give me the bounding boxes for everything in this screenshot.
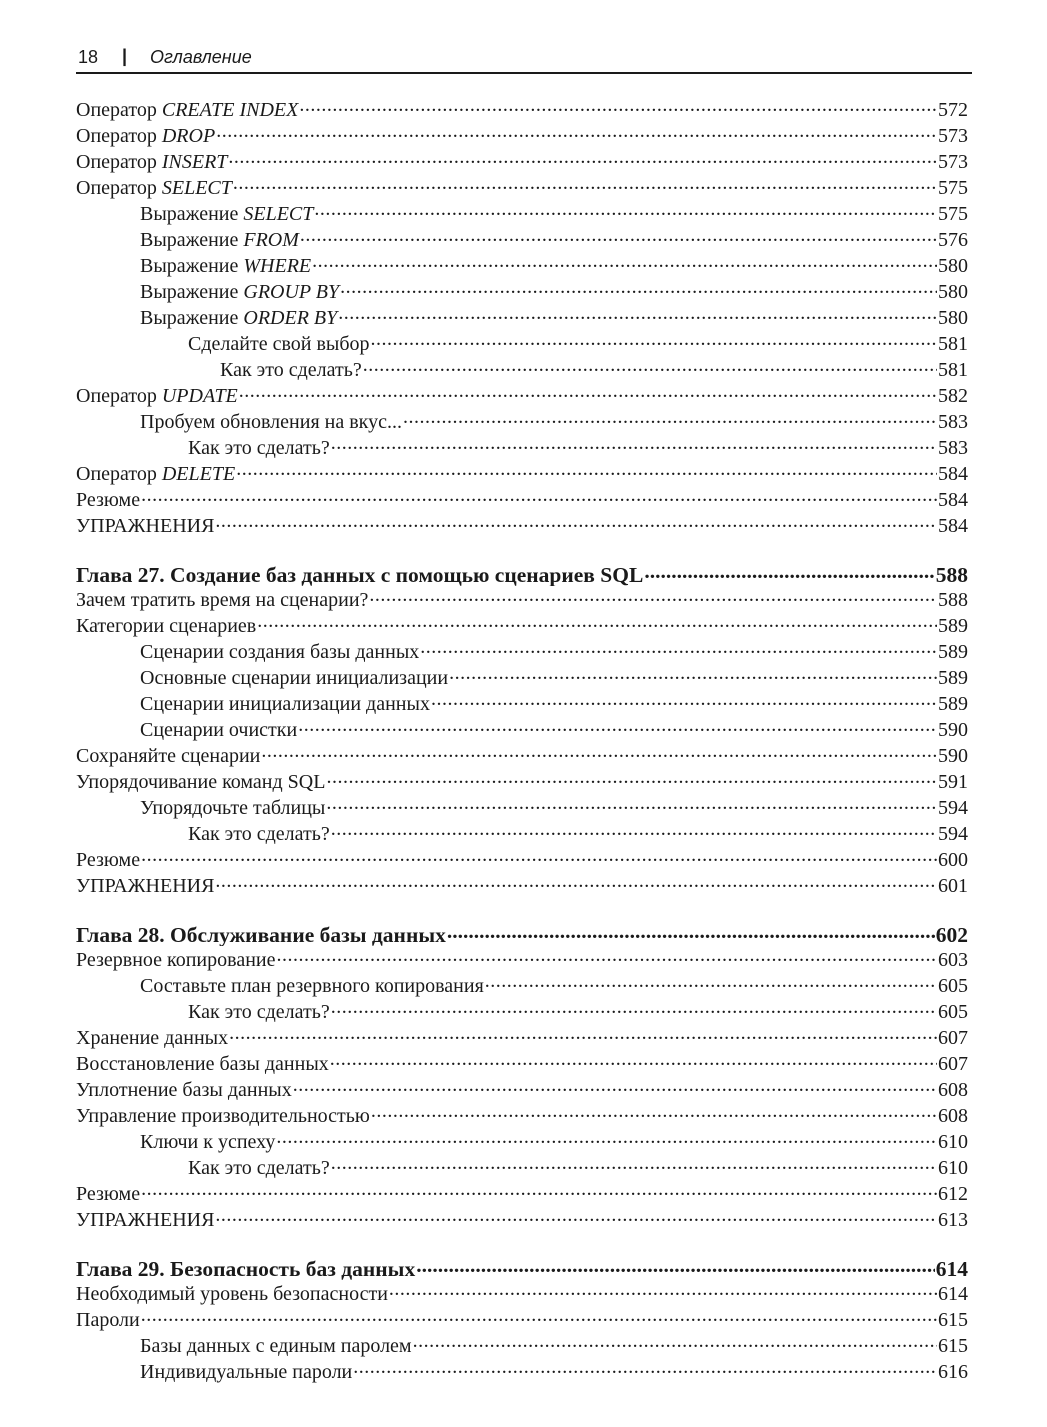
toc-entry-page: 613 xyxy=(938,1209,968,1231)
toc-entry[interactable] xyxy=(76,1332,968,1358)
toc-entry-label: Сделайте свой выбор xyxy=(188,333,370,355)
toc-entry-label: Как это сделать? xyxy=(220,359,362,381)
toc-entry[interactable] xyxy=(76,460,968,486)
toc-entry-label: Выражение ORDER BY xyxy=(140,307,338,329)
toc-entry-page: 610 xyxy=(938,1157,968,1179)
chapter-page: 614 xyxy=(935,1256,968,1280)
toc-entry[interactable] xyxy=(76,356,968,382)
dot-leader xyxy=(389,1280,937,1300)
toc-entry-page: 573 xyxy=(938,151,968,173)
toc-entry-label: УПРАЖНЕНИЯ xyxy=(76,515,215,537)
dot-leader xyxy=(371,1102,937,1122)
dot-leader xyxy=(299,96,937,116)
toc-entry[interactable] xyxy=(76,96,968,122)
toc-entry-page: 576 xyxy=(938,229,968,251)
dot-leader xyxy=(353,1358,937,1378)
toc-entry-label: Индивидуальные пароли xyxy=(140,1361,353,1383)
dot-leader xyxy=(312,252,937,272)
toc-entry[interactable] xyxy=(76,1102,968,1128)
toc-entry-page: 581 xyxy=(938,359,968,381)
toc-entry[interactable] xyxy=(76,586,968,612)
dot-leader xyxy=(228,148,937,168)
toc-entry-label: Базы данных с единым паролем xyxy=(140,1335,412,1357)
toc-entry-page: 575 xyxy=(938,177,968,199)
toc-entry[interactable] xyxy=(76,972,968,998)
toc-chapter-28[interactable] xyxy=(76,920,968,946)
dot-leader xyxy=(276,1128,937,1148)
toc-entry[interactable] xyxy=(76,226,968,252)
dot-leader xyxy=(141,1180,937,1200)
toc-entry-label: Пароли xyxy=(76,1309,140,1331)
toc-entry-label: Оператор DROP xyxy=(76,125,216,147)
toc-entry-page: 580 xyxy=(938,255,968,277)
dot-leader xyxy=(431,690,937,710)
dot-leader xyxy=(369,586,937,606)
dot-leader xyxy=(233,174,937,194)
toc-entry-label: Необходимый уровень безопасности xyxy=(76,1283,388,1305)
toc-entry-page: 594 xyxy=(938,797,968,819)
chapter-title: Глава 28. Обслуживание базы данных xyxy=(76,922,446,946)
toc-entry-page: 608 xyxy=(938,1079,968,1101)
toc-entry[interactable] xyxy=(76,612,968,638)
running-title: Оглавление xyxy=(150,47,252,67)
dot-leader xyxy=(330,1050,937,1070)
toc-entry-page: 615 xyxy=(938,1309,968,1331)
toc-entry-label: Выражение GROUP BY xyxy=(140,281,340,303)
toc-entry-label: Резюме xyxy=(76,489,141,511)
toc-entry-page: 607 xyxy=(938,1053,968,1075)
toc-entry[interactable] xyxy=(76,846,968,872)
toc-entry[interactable] xyxy=(76,408,968,434)
dot-leader xyxy=(449,664,937,684)
toc-entry-label: Оператор INSERT xyxy=(76,151,228,173)
dot-leader xyxy=(215,1206,937,1226)
toc-entry-page: 583 xyxy=(938,437,968,459)
toc-entry-page: 590 xyxy=(938,745,968,767)
toc-entry-page: 591 xyxy=(938,771,968,793)
toc-entry[interactable] xyxy=(76,1306,968,1332)
toc-entry[interactable] xyxy=(76,122,968,148)
dot-leader xyxy=(298,716,937,736)
toc-entry[interactable] xyxy=(76,174,968,200)
dot-leader xyxy=(363,356,937,376)
header-separator: | xyxy=(122,46,128,66)
toc-entry-page: 572 xyxy=(938,99,968,121)
toc-entry[interactable] xyxy=(76,638,968,664)
toc-entry-label: Составьте план резервного копирования xyxy=(140,975,484,997)
toc-entry-label: Категории сценариев xyxy=(76,615,257,637)
toc-entry-page: 589 xyxy=(938,615,968,637)
dot-leader xyxy=(215,512,937,532)
toc-entry-page: 588 xyxy=(938,589,968,611)
toc-entry-label: Оператор UPDATE xyxy=(76,385,238,407)
toc-entry[interactable] xyxy=(76,1050,968,1076)
toc-entry[interactable] xyxy=(76,1206,968,1232)
toc-entry[interactable] xyxy=(76,382,968,408)
toc-entry[interactable] xyxy=(76,1280,968,1306)
dot-leader xyxy=(276,946,937,966)
toc-entry-label: Резюме xyxy=(76,849,141,871)
toc-entry[interactable] xyxy=(76,304,968,330)
toc-entry-label: Основные сценарии инициализации xyxy=(140,667,449,689)
toc-entry-label: Выражение SELECT xyxy=(140,203,314,225)
dot-leader xyxy=(371,330,937,350)
toc-entry-label: УПРАЖНЕНИЯ xyxy=(76,1209,215,1231)
page-header xyxy=(76,44,972,74)
toc-entry-page: 612 xyxy=(938,1183,968,1205)
toc-entry-page: 575 xyxy=(938,203,968,225)
dot-leader xyxy=(331,1154,937,1174)
toc-entry-label: Как это сделать? xyxy=(188,823,330,845)
toc-entry-page: 616 xyxy=(938,1361,968,1383)
toc-entry[interactable] xyxy=(76,1180,968,1206)
toc-entry[interactable] xyxy=(76,1024,968,1050)
dot-leader xyxy=(236,460,937,480)
toc-entry-page: 581 xyxy=(938,333,968,355)
dot-leader xyxy=(420,638,937,658)
toc-entry[interactable] xyxy=(76,434,968,460)
toc-entry[interactable] xyxy=(76,278,968,304)
toc-entry-label: Пробуем обновления на вкус... xyxy=(140,411,402,433)
toc-entry-label: Как это сделать? xyxy=(188,1001,330,1023)
toc-entry-page: 589 xyxy=(938,641,968,663)
toc-entry-page: 594 xyxy=(938,823,968,845)
toc-entry[interactable] xyxy=(76,742,968,768)
dot-leader xyxy=(314,200,937,220)
toc-entry-label: Как это сделать? xyxy=(188,437,330,459)
toc-entry-label: Резюме xyxy=(76,1183,141,1205)
toc-entry-label: Зачем тратить время на сценарии? xyxy=(76,589,369,611)
dot-leader xyxy=(141,486,937,506)
toc-entry[interactable] xyxy=(76,946,968,972)
toc-entry[interactable] xyxy=(76,872,968,898)
dot-leader xyxy=(413,1332,937,1352)
dot-leader xyxy=(403,408,937,428)
chapter-title: Глава 29. Безопасность баз данных xyxy=(76,1256,416,1280)
dot-leader xyxy=(141,1306,937,1326)
toc-entry-label: Оператор CREATE INDEX xyxy=(76,99,299,121)
dot-leader xyxy=(416,1254,935,1276)
dot-leader xyxy=(261,742,937,762)
toc-entry-label: Выражение FROM xyxy=(140,229,299,251)
toc-entry-page: 573 xyxy=(938,125,968,147)
toc-entry[interactable] xyxy=(76,148,968,174)
toc-entry-page: 590 xyxy=(938,719,968,741)
dot-leader xyxy=(229,1024,937,1044)
toc-entry-page: 605 xyxy=(938,1001,968,1023)
chapter-title: Глава 27. Создание баз данных с помощью сценариев SQL xyxy=(76,562,644,586)
toc-entry-page: 605 xyxy=(938,975,968,997)
page-number: 18 xyxy=(78,47,99,67)
toc-entry-label: Восстановление базы данных xyxy=(76,1053,329,1075)
toc-entry-page: 584 xyxy=(938,463,968,485)
dot-leader xyxy=(338,304,937,324)
dot-leader xyxy=(293,1076,937,1096)
toc-entry[interactable] xyxy=(76,1076,968,1102)
toc-entry-page: 614 xyxy=(938,1283,968,1305)
dot-leader xyxy=(331,998,937,1018)
toc-entry-page: 607 xyxy=(938,1027,968,1049)
toc-entry-label: Ключи к успеху xyxy=(140,1131,276,1153)
dot-leader xyxy=(485,972,937,992)
toc-entry-label: Хранение данных xyxy=(76,1027,229,1049)
toc-entry[interactable] xyxy=(76,1358,968,1384)
toc-entry-page: 615 xyxy=(938,1335,968,1357)
dot-leader xyxy=(644,560,934,582)
toc-entry-page: 603 xyxy=(938,949,968,971)
toc-entry-page: 608 xyxy=(938,1105,968,1127)
dot-leader xyxy=(216,122,937,142)
toc-entry[interactable] xyxy=(76,330,968,356)
toc-entry[interactable] xyxy=(76,998,968,1024)
toc-entry-label: Упорядочивание команд SQL xyxy=(76,771,326,793)
dot-leader xyxy=(257,612,937,632)
toc-entry-label: Резервное копирование xyxy=(76,949,276,971)
toc-entry-label: УПРАЖНЕНИЯ xyxy=(76,875,215,897)
toc-entry-page: 610 xyxy=(938,1131,968,1153)
toc-entry-label: Уплотнение базы данных xyxy=(76,1079,292,1101)
toc-entry[interactable] xyxy=(76,512,968,538)
toc-entry-label: Сценарии очистки xyxy=(140,719,298,741)
dot-leader xyxy=(326,768,937,788)
toc-entry-label: Оператор SELECT xyxy=(76,177,232,199)
toc-entry-page: 601 xyxy=(938,875,968,897)
toc-entry-page: 584 xyxy=(938,515,968,537)
toc-entry-label: Управление производительностью xyxy=(76,1105,370,1127)
toc-entry-page: 580 xyxy=(938,307,968,329)
toc-entry-page: 583 xyxy=(938,411,968,433)
dot-leader xyxy=(215,872,937,892)
toc-entry-label: Как это сделать? xyxy=(188,1157,330,1179)
toc-entry-label: Сценарии создания базы данных xyxy=(140,641,420,663)
toc-entry-label: Сохраняйте сценарии xyxy=(76,745,261,767)
dot-leader xyxy=(340,278,937,298)
toc-entry-label: Оператор DELETE xyxy=(76,463,236,485)
dot-leader xyxy=(300,226,937,246)
toc-entry[interactable] xyxy=(76,1154,968,1180)
table-of-contents xyxy=(76,96,968,1384)
toc-entry-label: Выражение WHERE xyxy=(140,255,312,277)
toc-entry[interactable] xyxy=(76,690,968,716)
toc-entry[interactable] xyxy=(76,252,968,278)
dot-leader xyxy=(239,382,937,402)
toc-entry-page: 580 xyxy=(938,281,968,303)
toc-entry-page: 589 xyxy=(938,667,968,689)
toc-chapter-27[interactable] xyxy=(76,560,968,586)
toc-entry[interactable] xyxy=(76,794,968,820)
toc-entry-page: 589 xyxy=(938,693,968,715)
toc-entry-page: 600 xyxy=(938,849,968,871)
toc-chapter-29[interactable] xyxy=(76,1254,968,1280)
dot-leader xyxy=(141,846,937,866)
toc-entry[interactable] xyxy=(76,486,968,512)
dot-leader xyxy=(331,434,937,454)
chapter-page: 588 xyxy=(935,562,968,586)
toc-entry-page: 584 xyxy=(938,489,968,511)
toc-entry-label: Сценарии инициализации данных xyxy=(140,693,430,715)
dot-leader xyxy=(447,920,935,942)
toc-entry[interactable] xyxy=(76,664,968,690)
dot-leader xyxy=(331,820,937,840)
toc-entry[interactable] xyxy=(76,820,968,846)
toc-entry-label: Упорядочьте таблицы xyxy=(140,797,326,819)
toc-entry-page: 582 xyxy=(938,385,968,407)
dot-leader xyxy=(326,794,937,814)
toc-entry[interactable] xyxy=(76,1128,968,1154)
toc-entry[interactable] xyxy=(76,200,968,226)
toc-entry[interactable] xyxy=(76,768,968,794)
chapter-page: 602 xyxy=(935,922,968,946)
toc-entry[interactable] xyxy=(76,716,968,742)
